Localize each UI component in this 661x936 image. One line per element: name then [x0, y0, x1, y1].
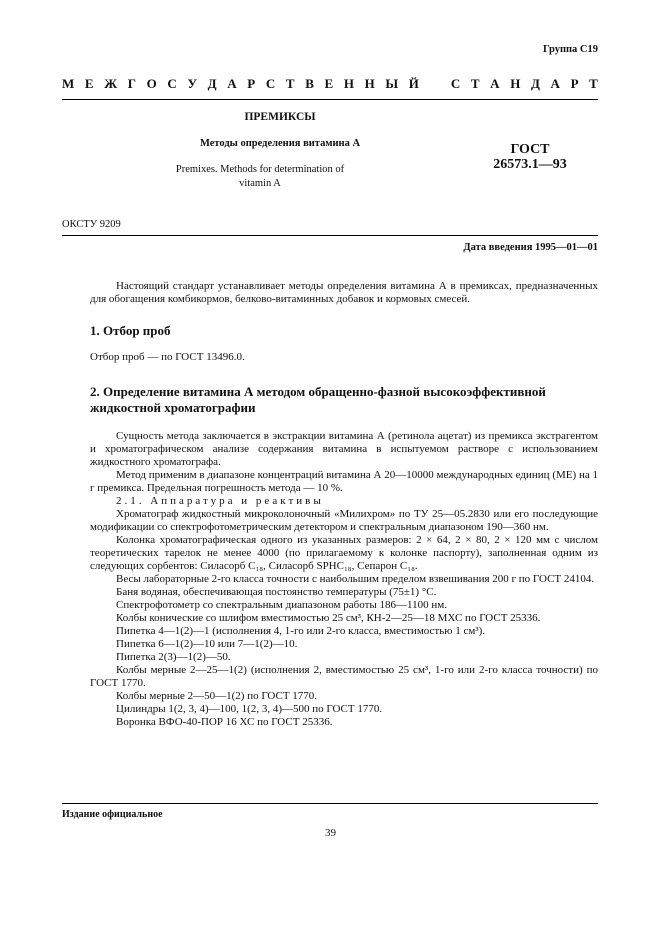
- gost-label: ГОСТ: [510, 142, 550, 157]
- banner-letter: Й: [408, 76, 419, 91]
- banner-letter: Р: [570, 76, 579, 91]
- introduction-date: Дата введения 1995—01—01: [463, 242, 598, 253]
- section-2-para-13: Колбы мерные 2—50—1(2) по ГОСТ 1770.: [116, 690, 318, 702]
- section-2-para-7: Спектрофотометр со спектральным диапазоном работы 186—1100 нм.: [116, 599, 447, 611]
- banner-letter: Г: [127, 76, 137, 91]
- banner-letter: Д: [207, 76, 217, 91]
- subsection-2-1-heading: [90, 495, 598, 508]
- section-2-heading: 2. Определение витамина А методом обращенно-фазной высокоэффективной жидкостной хроматографии: [90, 384, 546, 415]
- page-number: 39: [325, 827, 336, 839]
- banner-letter: Н: [364, 76, 375, 91]
- section-2-para-5: Весы лабораторные 2-го класса точности с наибольшим пределом взвешивания 200 г по ГОСТ 24104.: [116, 573, 595, 585]
- section-1-heading: 1. Отбор проб: [90, 323, 171, 338]
- banner-letter: С: [265, 76, 276, 91]
- interstate-standard-banner: [62, 76, 598, 92]
- section-2-para-8: Колбы конические со шлифом вместимостью 25 см³, КН-2—25—18 МХС по ГОСТ 25336.: [116, 612, 541, 624]
- section-2-para-10: Пипетка 6—1(2)—10 или 7—1(2)—10.: [116, 638, 298, 650]
- footer-rule: [62, 803, 598, 804]
- section-2-para-14: Цилиндры 1(2, 3, 4)—100, 1(2, 3, 4)—500 по ГОСТ 1770.: [116, 703, 383, 715]
- section-2-para-12: Колбы мерные 2—25—1(2) (исполнения 2, вместимостью 25 см³, 1-го или 2-го класса точности) по ГОСТ 1770.: [90, 664, 598, 689]
- banner-letter: Ы: [385, 76, 399, 91]
- banner-letter: С: [450, 76, 461, 91]
- banner-letter: А: [227, 76, 237, 91]
- banner-letter: Р: [247, 76, 256, 91]
- banner-letter: Т: [589, 76, 598, 91]
- banner-letter: Е: [84, 76, 94, 91]
- banner-letter: Е: [324, 76, 334, 91]
- banner-letter: В: [305, 76, 314, 91]
- banner-letter: У: [187, 76, 197, 91]
- banner-letter: Ж: [104, 76, 118, 91]
- banner-letter: Н: [343, 76, 354, 91]
- intro-paragraph: [90, 280, 598, 306]
- section-2-para-15: Воронка ВФО-40-ПОР 16 ХС по ГОСТ 25336.: [116, 716, 333, 728]
- section-2-heading-block: [90, 384, 598, 416]
- section-2-para-3: Хроматограф жидкостный микроколоночный «Милихром» по ТУ 25—05.2830 или его последующие модификации со спектрофотометрическим детектором и спектральным диапазоном 190—360 нм.: [90, 508, 598, 533]
- section-2-para-9: Пипетка 4—1(2)—1 (исполнения 4, 1-го или 2-го класса, вместимостью 1 см³).: [116, 625, 486, 637]
- section-2-body: [90, 430, 598, 729]
- banner-letter: А: [490, 76, 500, 91]
- section-1-body: [90, 351, 598, 364]
- section-2-para-4: Колонка хроматографическая одного из указанных размеров: 2 × 64, 2 × 80, 2 × 120 мм с числом теоретических тарелок не менее 4000 (по прилагаемому к колонке паспорту), заполненная одним из следующих сорбентов: Силасорб C₁₈, Силасорб SPHC₁₈, Сепарон C₁₈.: [90, 534, 598, 572]
- gost-designation: [488, 142, 572, 172]
- banner-letter: Н: [510, 76, 521, 91]
- banner-letter: Т: [285, 76, 295, 91]
- intro-text: Настоящий стандарт устанавливает методы определения витамина А в премиксах, предназначенных для обогащения комбикормов, белково-витаминных добавок и кормовых смесей.: [90, 280, 598, 305]
- section-2-para-2: Метод применим в диапазоне концентраций витамина А 20—10000 международных единиц (МЕ) на 1 г премикса. Предельная погрешность метода — 10 %.: [90, 469, 598, 494]
- gost-number: 26573.1—93: [493, 157, 567, 172]
- section-2-para-11: Пипетка 2(3)—1(2)—50.: [116, 651, 231, 663]
- section-1-text: Отбор проб — по ГОСТ 13496.0.: [90, 351, 245, 363]
- banner-letter: О: [146, 76, 157, 91]
- banner-letter: М: [62, 76, 75, 91]
- banner-letter: Т: [470, 76, 480, 91]
- official-edition-label: Издание официальное: [62, 809, 163, 820]
- okstu-rule: [62, 235, 598, 236]
- group-code: Группа С19: [542, 44, 598, 55]
- subsection-2-1-label: 2.1. Аппаратура и реактивы: [116, 495, 324, 507]
- section-2-para-6: Баня водяная, обеспечивающая постоянство температуры (75±1) °С.: [116, 586, 437, 598]
- english-title: Premixes. Methods for determination of vitamin A: [175, 164, 345, 189]
- banner-letter: Д: [530, 76, 540, 91]
- okstu-code: ОКСТУ 9209: [62, 219, 121, 230]
- section-2-para-1: Сущность метода заключается в экстракции витамина А (ретинола ацетат) из премикса экстрагентом и хроматографическом анализе содержания витамина в испытуемом растворе с использованием жидкостного хроматографа.: [90, 430, 598, 468]
- banner-letter: А: [550, 76, 560, 91]
- section-1: [90, 323, 598, 339]
- banner-letter: С: [167, 76, 177, 91]
- document-title: ПРЕМИКСЫ: [244, 111, 316, 123]
- document-subtitle: Методы определения витамина А: [199, 138, 361, 149]
- top-rule: [62, 99, 598, 100]
